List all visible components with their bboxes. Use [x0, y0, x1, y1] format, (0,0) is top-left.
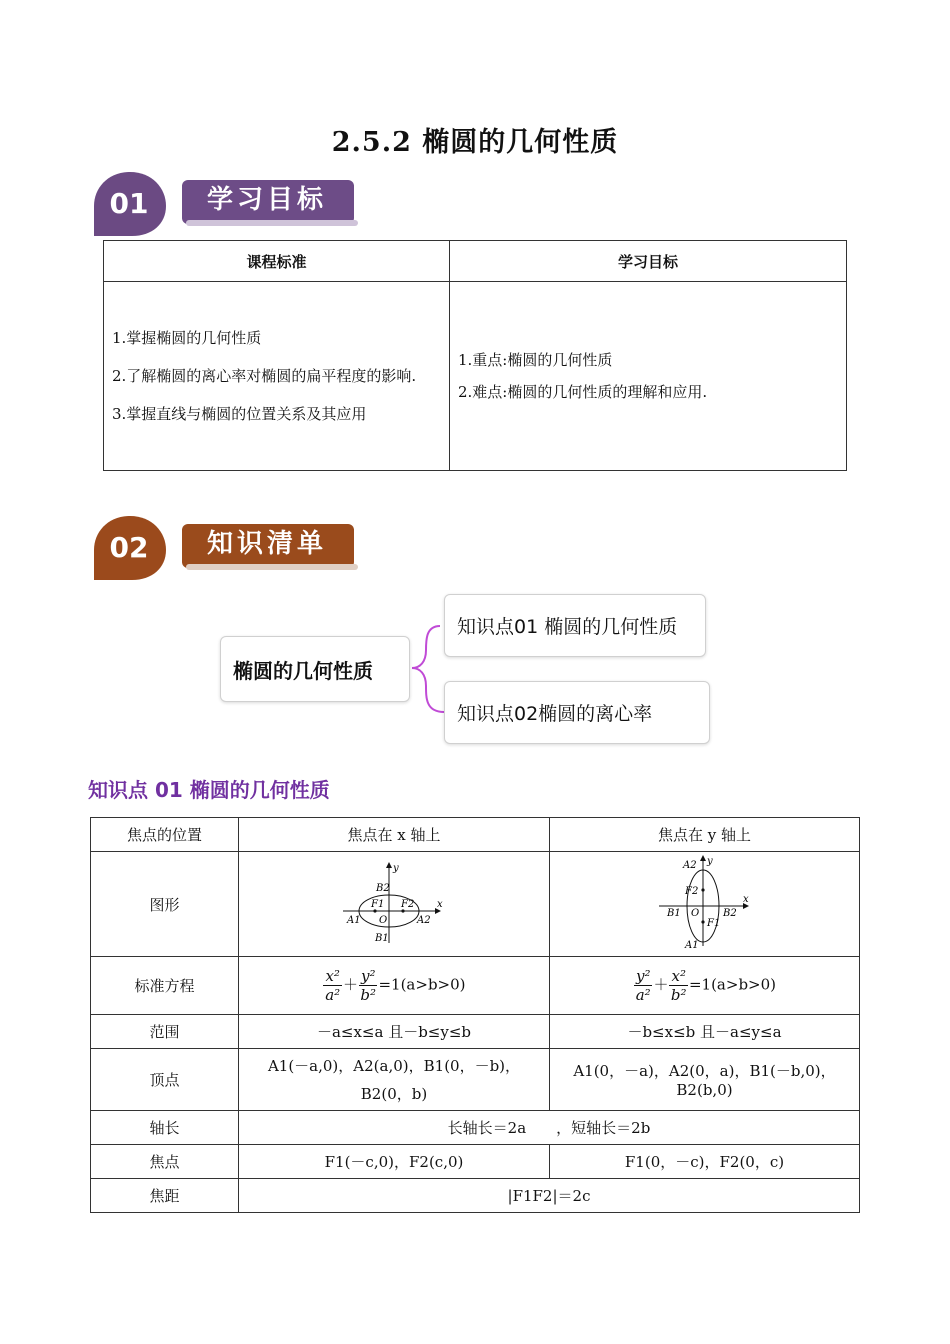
header-cell: 焦点的位置 [91, 818, 239, 852]
range-x: －a≤x≤a 且－b≤y≤b [239, 1015, 550, 1049]
objective-item: 2.难点:椭圆的几何性质的理解和应用. [458, 383, 708, 401]
equation-y: $\frac{\text{y²}}{\text{a²}}$ ＋ $\frac{\text{x²}}{\text{b²}}$ =1(a>b>0) [550, 957, 860, 1015]
row-label: 标准方程 [91, 957, 239, 1015]
row-label: 轴长 [91, 1111, 239, 1145]
fig-label: F1 [706, 918, 720, 929]
fig-label: y [393, 863, 399, 874]
focus-y: F1(0，－c)，F2(0，c) [550, 1145, 860, 1179]
fig-label: x [742, 894, 749, 905]
fig-label: A1 [684, 940, 699, 950]
fraction: $\frac{\text{y²}}{\text{a²}}$ [635, 967, 651, 1004]
row-label: 顶点 [91, 1049, 239, 1111]
focus-x: F1(－c,0)，F2(c,0) [239, 1145, 550, 1179]
fig-label: F1 [371, 899, 385, 910]
equation-rest: =1(a>b>0) [378, 975, 466, 994]
fig-label: x [437, 899, 443, 910]
goals-header-objectives: 学习目标 [450, 241, 847, 282]
fig-label: O [690, 908, 699, 919]
standard-item: 3.掌握直线与椭圆的位置关系及其应用 [112, 405, 367, 423]
range-y: －b≤x≤b 且－a≤y≤a [550, 1015, 860, 1049]
axis-length: 长轴长＝2a ，短轴长＝2b [239, 1111, 860, 1145]
badge-label: 学习目标 [206, 185, 327, 215]
page-title: 2.5.2 椭圆的几何性质 [331, 127, 619, 158]
section-heading: 知识点 01 椭圆的几何性质 [88, 778, 330, 802]
fig-label: y [706, 856, 713, 867]
ellipse-y-axis-figure [655, 854, 755, 950]
fig-label: F2 [684, 886, 698, 897]
standard-item: 2.了解椭圆的离心率对椭圆的扁平程度的影响. [112, 367, 417, 385]
fraction: $\frac{\text{y²}}{\text{b²}}$ [360, 967, 377, 1004]
focal-distance: |F1F2|＝2c [239, 1179, 860, 1213]
fig-label: A2 [682, 860, 697, 871]
row-label: 图形 [91, 852, 239, 957]
row-label: 范围 [91, 1015, 239, 1049]
vertex-y: A1(0，－a)，A2(0，a)，B1(－b,0)，B2(b,0) [550, 1049, 860, 1111]
row-label: 焦点 [91, 1145, 239, 1179]
mindmap-child-1: 知识点01 椭圆的几何性质 [444, 594, 706, 657]
badge-number: 02 [109, 531, 149, 564]
fraction: $\frac{\text{x²}}{\text{b²}}$ [670, 967, 687, 1004]
fig-label: B2 [376, 883, 390, 894]
badge-number: 01 [109, 187, 149, 220]
fig-label: B1 [666, 908, 681, 919]
figure-cell-x [239, 852, 550, 957]
goals-header-standard: 课程标准 [104, 241, 450, 282]
fig-label: O [379, 915, 388, 926]
equation-x: $\frac{\text{x²}}{\text{a²}}$ ＋ $\frac{\text{y²}}{\text{b²}}$ =1(a>b>0) [239, 957, 550, 1015]
fig-label: F2 [401, 899, 415, 910]
ellipse-x-axis-figure [339, 859, 449, 945]
badge-label: 知识清单 [206, 529, 327, 559]
vertex-x: A1(－a,0)，A2(a,0)，B1(0，－b)，B2(0，b) [239, 1049, 550, 1111]
fig-label: A2 [417, 915, 431, 926]
figure-cell-y [550, 852, 860, 957]
mindmap-child-2: 知识点02椭圆的离心率 [444, 681, 710, 744]
row-label: 焦距 [91, 1179, 239, 1213]
standard-item: 1.掌握椭圆的几何性质 [112, 329, 262, 347]
objective-item: 1.重点:椭圆的几何性质 [458, 351, 613, 369]
equation-rest: =1(a>b>0) [688, 975, 777, 994]
fig-label: A1 [347, 915, 361, 926]
header-cell: 焦点在 y 轴上 [550, 818, 860, 852]
header-cell: 焦点在 x 轴上 [239, 818, 550, 852]
fraction: $\frac{\text{x²}}{\text{a²}}$ [325, 967, 341, 1004]
ellipse-properties-table [90, 817, 860, 1213]
mindmap-root: 椭圆的几何性质 [220, 636, 410, 702]
fig-label: B1 [375, 933, 389, 944]
fig-label: B2 [722, 908, 737, 919]
